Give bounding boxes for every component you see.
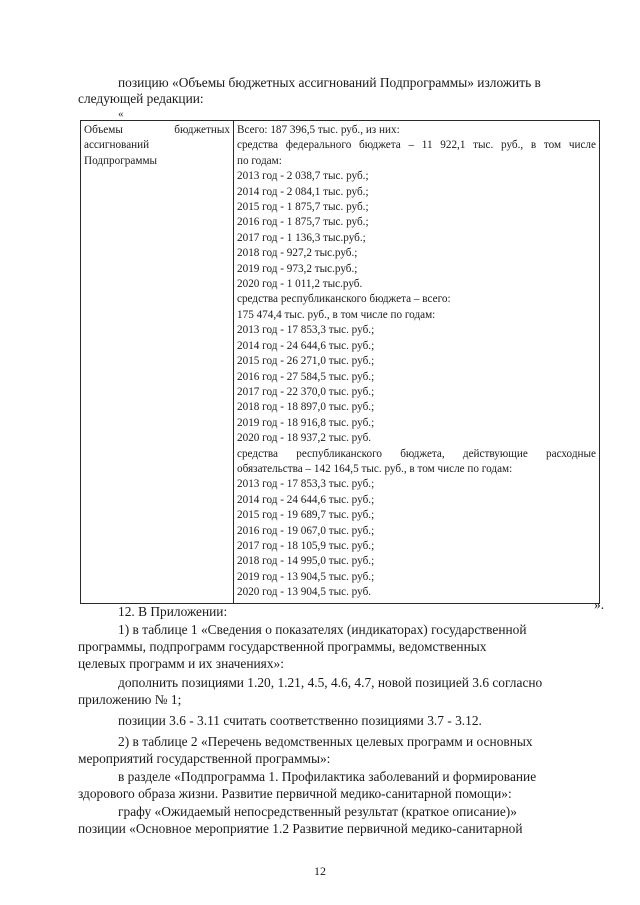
budget-line: 2014 год - 24 644,6 тыс. руб.;: [237, 493, 375, 506]
body-line: программы, подпрограмм государственной программы, ведомственных: [78, 639, 487, 654]
budget-table-row: [81, 121, 600, 604]
budget-line: 175 474,4 тыс. руб., в том числе по годам:: [237, 308, 436, 321]
budget-line: 2013 год - 17 853,3 тыс. руб.;: [237, 324, 375, 337]
budget-line: средства федерального бюджета – 11 922,1 тыс. руб., в том числе: [237, 139, 596, 152]
body-line: позиции 3.6 - 3.11 считать соответственно позициями 3.7 - 3.12.: [118, 713, 482, 728]
body-line: мероприятий государственной программы»:: [78, 751, 331, 766]
budget-line: обязательства – 142 164,5 тыс. руб., в том числе по годам:: [237, 462, 513, 475]
budget-line: по годам:: [237, 154, 282, 167]
body-line: 2) в таблице 2 «Перечень ведомственных целевых программ и основных: [118, 734, 533, 749]
budget-line: 2018 год - 927,2 тыс.руб.;: [237, 247, 358, 260]
budget-line: 2018 год - 18 897,0 тыс. руб.;: [237, 401, 375, 414]
body-line: позиции «Основное мероприятие 1.2 Развитие первичной медико-санитарной: [78, 821, 523, 836]
budget-line: средства республиканского бюджета – всего:: [237, 293, 451, 306]
budget-line: 2020 год - 18 937,2 тыс. руб.: [237, 432, 372, 445]
budget-line: 2015 год - 19 689,7 тыс. руб.;: [237, 509, 375, 522]
budget-line: Всего: 187 396,5 тыс. руб., из них:: [237, 124, 400, 136]
budget-line: 2015 год - 1 875,7 тыс. руб.;: [237, 201, 369, 214]
section-heading: 12. В Приложении:: [118, 604, 228, 619]
budget-line: 2019 год - 13 904,5 тыс. руб.;: [237, 570, 375, 583]
budget-line: 2019 год - 973,2 тыс.руб.;: [237, 262, 358, 275]
intro-line-2: следующей редакции:: [78, 91, 204, 106]
budget-line: 2017 год - 1 136,3 тыс.руб.;: [237, 231, 366, 244]
budget-line: 2020 год - 13 904,5 тыс. руб.: [237, 586, 372, 599]
budget-line: 2013 год - 2 038,7 тыс. руб.;: [237, 170, 369, 183]
budget-line: 2018 год - 14 995,0 тыс. руб.;: [237, 555, 375, 568]
label-line: Объемы бюджетных: [84, 124, 230, 136]
page-number: 12: [314, 864, 326, 878]
label-line: Подпрограммы: [84, 154, 158, 167]
body-line: в разделе «Подпрограмма 1. Профилактика заболеваний и формирование: [118, 769, 537, 784]
close-quote: ».: [594, 597, 605, 612]
budget-line: средства республиканского бюджета, действующие расходные: [237, 447, 596, 460]
budget-line: 2016 год - 27 584,5 тыс. руб.;: [237, 370, 375, 383]
budget-table: [80, 120, 600, 604]
budget-line: 2014 год - 2 084,1 тыс. руб.;: [237, 185, 369, 198]
budget-label-cell: [81, 121, 234, 604]
budget-line: 2014 год - 24 644,6 тыс. руб.;: [237, 339, 375, 352]
budget-line: 2013 год - 17 853,3 тыс. руб.;: [237, 478, 375, 491]
budget-line: 2017 год - 18 105,9 тыс. руб.;: [237, 539, 375, 552]
label-line: ассигнований: [84, 139, 150, 152]
body-line: здорового образа жизни. Развитие первичной медико-санитарной помощи»:: [78, 786, 512, 801]
body-line: целевых программ и их значениях»:: [78, 656, 284, 671]
open-quote: «: [118, 108, 124, 120]
budget-line: 2019 год - 18 916,8 тыс. руб.;: [237, 416, 375, 429]
budget-content-cell: [234, 121, 600, 604]
body-line: графу «Ожидаемый непосредственный результат (краткое описание)»: [118, 804, 517, 819]
body-line: 1) в таблице 1 «Сведения о показателях (индикаторах) государственной: [118, 622, 527, 637]
intro-line-1: позицию «Объемы бюджетных ассигнований Подпрограммы» изложить в: [118, 75, 541, 90]
budget-line: 2016 год - 19 067,0 тыс. руб.;: [237, 524, 375, 537]
budget-line: 2016 год - 1 875,7 тыс. руб.;: [237, 216, 369, 229]
budget-line: 2017 год - 22 370,0 тыс. руб.;: [237, 385, 375, 398]
body-line: дополнить позициями 1.20, 1.21, 4.5, 4.6, 4.7, новой позицией 3.6 согласно: [118, 675, 543, 690]
budget-line: 2015 год - 26 271,0 тыс. руб.;: [237, 355, 375, 368]
budget-line: 2020 год - 1 011,2 тыс.руб.: [237, 278, 363, 291]
body-line: приложению № 1;: [78, 692, 182, 707]
